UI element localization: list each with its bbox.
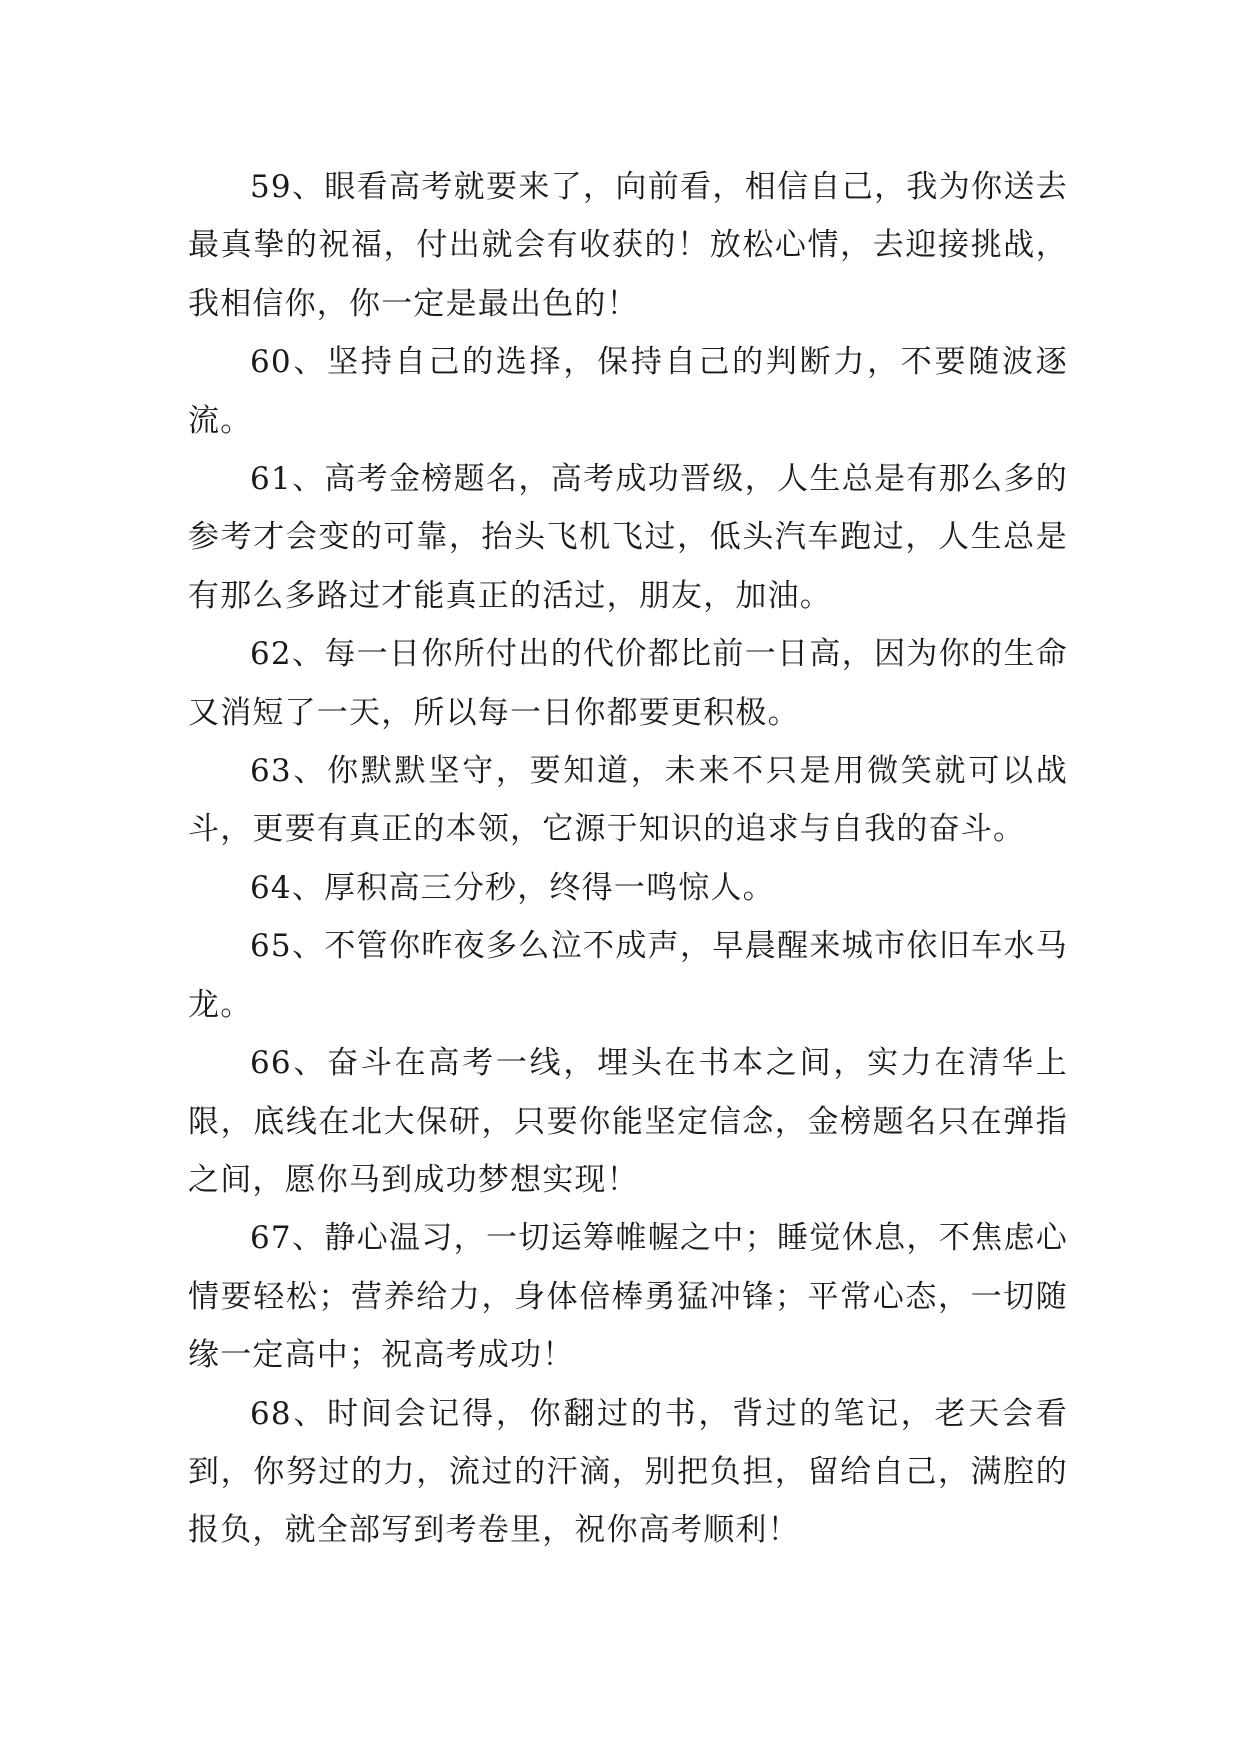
paragraph-60: 60、坚持自己的选择，保持自己的判断力，不要随波逐流。 <box>188 344 1068 439</box>
paragraph-65: 65、不管你昨夜多么泣不成声，早晨醒来城市依旧车水马龙。 <box>188 928 1068 1023</box>
paragraph-63: 63、你默默坚守，要知道，未来不只是用微笑就可以战斗，更要有真正的本领，它源于知识的追求与自我的奋斗。 <box>188 753 1068 848</box>
paragraph-61: 61、高考金榜题名，高考成功晋级，人生总是有那么多的参考才会变的可靠，抬头飞机飞过，低头汽车跑过，人生总是有那么多路过才能真正的活过，朋友，加油。 <box>188 461 1068 614</box>
paragraph-68: 68、时间会记得，你翻过的书，背过的笔记，老天会看到，你努过的力，流过的汗滴，别把负担，留给自己，满腔的报负，就全部写到考卷里，祝你高考顺利！ <box>188 1395 1068 1549</box>
document-body <box>188 158 1068 1560</box>
paragraph-62: 62、每一日你所付出的代价都比前一日高，因为你的生命又消短了一天，所以每一日你都要更积极。 <box>188 636 1068 731</box>
paragraph-66: 66、奋斗在高考一线，埋头在书本之间，实力在清华上限，底线在北大保研，只要你能坚定信念，金榜题名只在弹指之间，愿你马到成功梦想实现！ <box>188 1045 1068 1198</box>
paragraph-67: 67、静心温习，一切运筹帷幄之中；睡觉休息，不焦虑心情要轻松；营养给力，身体倍棒勇猛冲锋；平常心态，一切随缘一定高中；祝高考成功！ <box>188 1220 1068 1374</box>
paragraph-59: 59、眼看高考就要来了，向前看，相信自己，我为你送去最真挚的祝福，付出就会有收获的！放松心情，去迎接挑战，我相信你，你一定是最出色的！ <box>188 169 1068 322</box>
paragraph-64: 64、厚积高三分秒，终得一鸣惊人。 <box>250 869 775 906</box>
